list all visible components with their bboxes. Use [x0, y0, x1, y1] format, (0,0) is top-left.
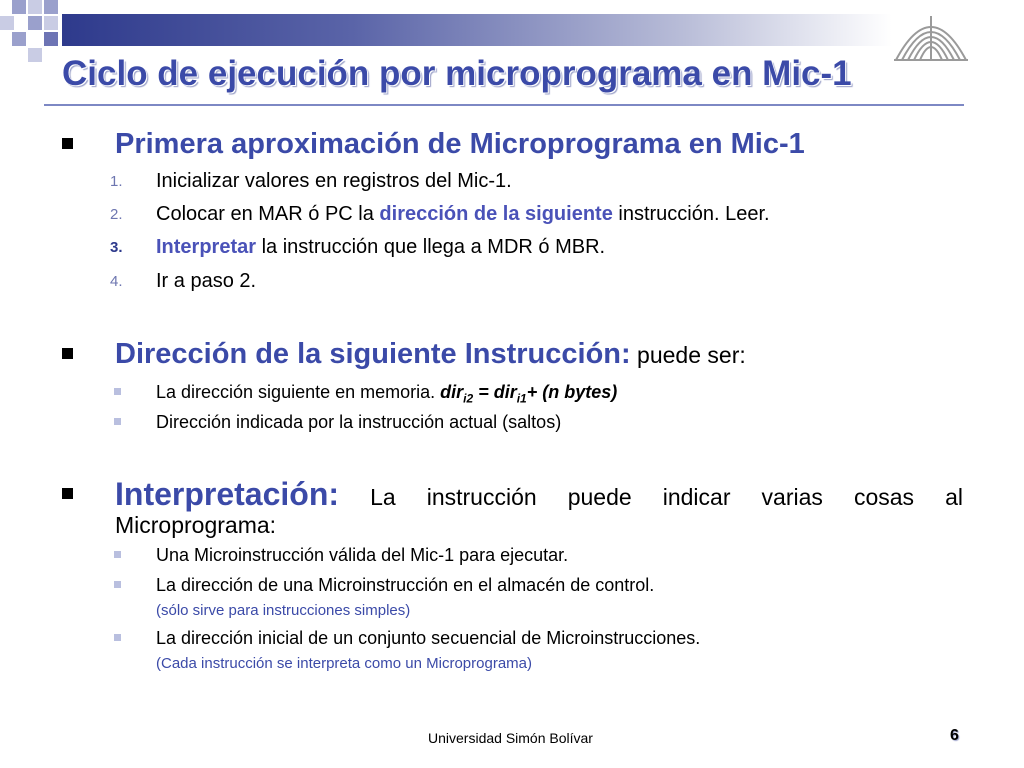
formula-tail: + (n bytes) [526, 382, 618, 402]
item-text: Dirección indicada por la instrucción actual (saltos) [156, 412, 562, 432]
header-gradient-bar [62, 14, 892, 46]
item-number: 1. [110, 173, 123, 190]
item-number: 3. [110, 239, 123, 256]
sub-bullet-icon [114, 581, 121, 588]
slide-title: Ciclo de ejecución por microprograma en Mic-1 [62, 54, 852, 93]
list-item [110, 270, 257, 293]
item-text: instrucción. Leer. [612, 203, 770, 225]
item-text: Colocar en MAR ó PC la [156, 203, 380, 225]
sub-bullet-icon [114, 634, 121, 641]
list-item [110, 203, 770, 226]
sub-bullet-icon [114, 551, 121, 558]
item-text: La dirección inicial de un conjunto secuencial de Microinstrucciones. [156, 628, 701, 648]
paragraph-word: varias [761, 484, 823, 510]
formula-eq: = dir [473, 382, 517, 402]
list-item [110, 236, 606, 259]
paragraph-word: cosas [853, 484, 915, 510]
list-item [156, 382, 617, 406]
sub-bullet-icon [114, 388, 121, 395]
item-number: 4. [110, 273, 123, 290]
formula-dir: dir [440, 382, 464, 402]
item-text: Ir a paso 2. [156, 270, 257, 292]
footer-university: Universidad Simón Bolívar [428, 730, 593, 746]
square-bullet-icon [62, 488, 73, 499]
paragraph-word: La [370, 484, 396, 510]
section-heading: Primera aproximación de Microprograma en Mic-1 [115, 128, 805, 160]
item-text: La dirección siguiente en memoria. [156, 382, 441, 402]
list-item [156, 412, 561, 433]
paragraph-word: puede [567, 484, 632, 510]
list-item [156, 545, 568, 566]
item-note: (sólo sirve para instrucciones simples) [156, 602, 411, 619]
highlight-text: Interpretar [156, 236, 257, 258]
section-heading: Interpretación: [115, 476, 340, 512]
square-bullet-icon [62, 348, 73, 359]
formula-sub: i1 [516, 391, 527, 406]
item-text: La dirección de una Microinstrucción en el almacén de control. [156, 575, 655, 595]
paragraph-word: al [945, 484, 963, 510]
university-dome-logo-icon [890, 8, 972, 66]
list-item [156, 628, 700, 649]
formula-sub: i2 [463, 391, 474, 406]
list-item [110, 170, 512, 193]
page-number: 6 [950, 727, 959, 744]
item-text: Inicializar valores en registros del Mic-1. [156, 170, 512, 192]
heading-suffix: puede ser: [630, 342, 746, 368]
paragraph-line: Microprograma: [115, 512, 277, 538]
item-number: 2. [110, 206, 123, 223]
item-note: (Cada instrucción se interpreta como un Microprograma) [156, 655, 532, 672]
list-item [156, 575, 654, 596]
item-text: la instrucción que llega a MDR ó MBR. [256, 236, 606, 258]
sub-bullet-icon [114, 418, 121, 425]
item-text: Una Microinstrucción válida del Mic-1 para ejecutar. [156, 545, 569, 565]
interpretacion-paragraph [115, 476, 963, 537]
section-heading: Dirección de la siguiente Instrucción: puede ser: [115, 338, 746, 370]
title-divider [44, 104, 964, 106]
paragraph-word: indicar [662, 484, 731, 510]
highlight-text: dirección de la siguiente [379, 203, 613, 225]
paragraph-word: instrucción [426, 484, 537, 510]
square-bullet-icon [62, 138, 73, 149]
